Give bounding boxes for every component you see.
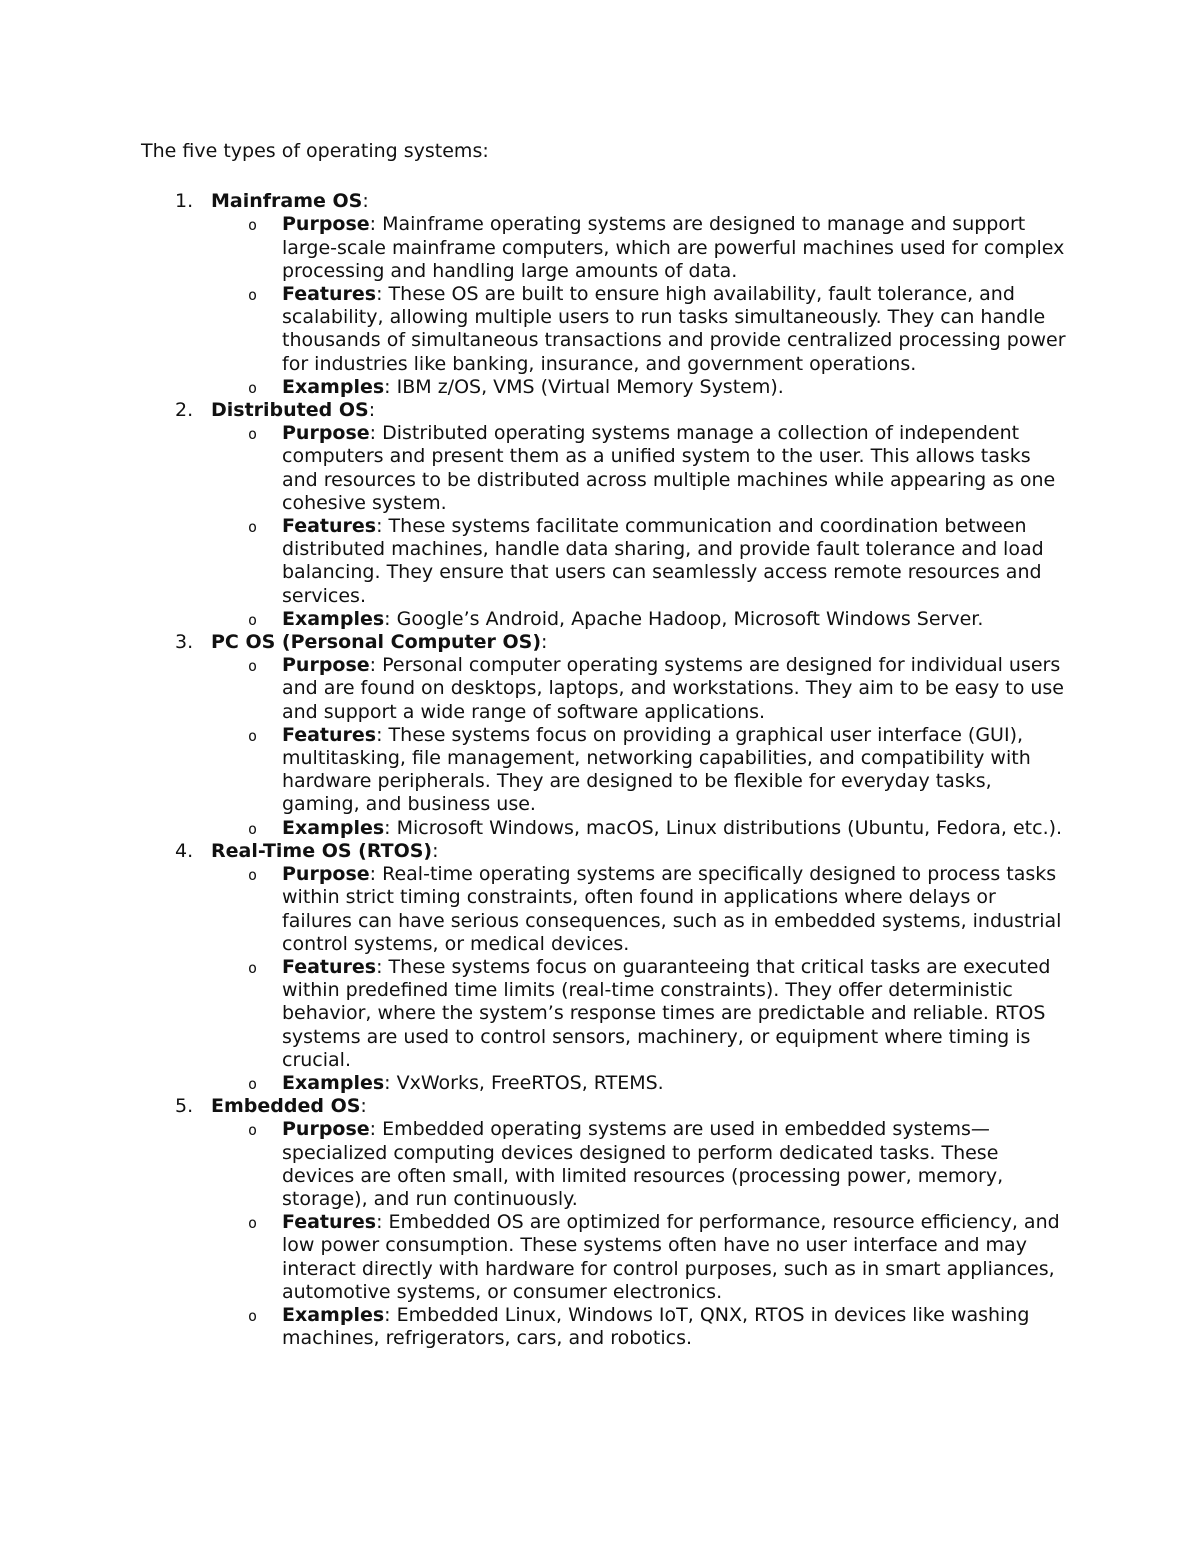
os-type-item bbox=[141, 840, 1071, 1095]
detail-item: o Examples: Microsoft Windows, macOS, Linux distributions (Ubuntu, Fedora, etc.). bbox=[211, 817, 1071, 840]
detail-item: o Examples: VxWorks, FreeRTOS, RTEMS. bbox=[211, 1072, 1071, 1095]
bullet-icon: o bbox=[248, 378, 258, 397]
os-type-title: Real-Time OS (RTOS) bbox=[211, 839, 433, 862]
detail-label: Purpose bbox=[282, 213, 370, 236]
detail-label: Purpose bbox=[282, 422, 370, 445]
detail-text: These systems focus on providing a graphical user interface (GUI), multitasking, file management, networking capabilities, and compatibility with hardware peripherals. They are designed to be flexible for everyday tasks, gaming, and business use. bbox=[282, 723, 1031, 816]
detail-text: Mainframe operating systems are designed to manage and support large-scale mainframe computers, which are powerful machines used for complex processing and handling large amounts of data. bbox=[282, 213, 1065, 282]
detail-item: o Features: These systems focus on guaranteeing that critical tasks are executed within predefined time limits (real-time constraints). They offer deterministic behavior, where the system’s response times are predictable and reliable. RTOS systems are used to control sensors, machinery, or equipment where timing is crucial. bbox=[248, 955, 1051, 1071]
detail-text: Embedded operating systems are used in embedded systems—specialized computing devices designed to perform dedicated tasks. These devices are often small, with limited resources (processing power, memory, storage), and run continuously. bbox=[282, 1118, 1004, 1210]
detail-item: o Examples: IBM z/OS, VMS (Virtual Memory System). bbox=[211, 376, 1071, 399]
os-types-list bbox=[141, 190, 1071, 1350]
detail-label: Purpose bbox=[282, 863, 370, 886]
detail-label: Examples bbox=[282, 1303, 385, 1326]
detail-text: Embedded OS are optimized for performance, resource efficiency, and low power consumption. These systems often have no user interface and may interact directly with hardware for control purposes, such as in smart appliances, automotive systems, or consumer electronics. bbox=[282, 1211, 1060, 1303]
detail-text: Microsoft Windows, macOS, Linux distributions (Ubuntu, Fedora, etc.). bbox=[396, 816, 1063, 839]
bullet-icon: o bbox=[248, 425, 258, 444]
colon: : bbox=[541, 631, 548, 654]
list-number: 5. bbox=[175, 1095, 194, 1118]
details-list bbox=[211, 422, 1071, 631]
bullet-icon: o bbox=[248, 1121, 258, 1140]
detail-label: Features bbox=[282, 1211, 377, 1234]
detail-text: Personal computer operating systems are designed for individual users and are found on desktops, laptops, and workstations. They aim to be easy to use and support a wide range of software applications. bbox=[282, 654, 1064, 723]
bullet-icon: o bbox=[248, 286, 258, 305]
detail-text: Google’s Android, Apache Hadoop, Microsoft Windows Server. bbox=[396, 607, 984, 630]
colon: : bbox=[432, 839, 439, 862]
detail-item: o Features: These systems focus on providing a graphical user interface (GUI), multitasking, file management, networking capabilities, and compatibility with hardware peripherals. They are designed to be flexible for everyday tasks, gaming, and business use. bbox=[248, 723, 1031, 816]
os-type-title: PC OS (Personal Computer OS) bbox=[211, 631, 542, 654]
detail-label: Examples bbox=[282, 1071, 385, 1094]
list-number: 4. bbox=[175, 839, 194, 862]
detail-item: o Features: These OS are built to ensure high availability, fault tolerance, and scalability, allowing multiple users to run tasks simultaneously. They can handle thousands of simultaneous transactions and provide centralized processing power for industries like banking, insurance, and government operations. bbox=[248, 283, 1066, 375]
list-number: 1. bbox=[175, 190, 194, 213]
os-type-title: Distributed OS bbox=[211, 399, 369, 422]
detail-label: Examples bbox=[282, 607, 385, 630]
detail-text: These systems facilitate communication and coordination between distributed machines, handle data sharing, and provide fault tolerance and load balancing. They ensure that users can seamlessly access remote resources and services. bbox=[282, 515, 1044, 607]
detail-label: Examples bbox=[282, 375, 385, 398]
bullet-icon: o bbox=[248, 819, 258, 838]
details-list bbox=[211, 213, 1071, 399]
detail-label: Features bbox=[282, 283, 377, 306]
bullet-icon: o bbox=[248, 518, 258, 537]
document-page bbox=[141, 140, 1071, 1350]
details-list bbox=[211, 1118, 1071, 1350]
detail-item: o Purpose: Distributed operating systems manage a collection of independent computers and present them as a unified system to the user. This allows tasks and resources to be distributed across multiple machines while appearing as one cohesive system. bbox=[248, 422, 1056, 514]
os-type-title: Embedded OS bbox=[211, 1095, 361, 1118]
bullet-icon: o bbox=[248, 610, 258, 629]
detail-label: Purpose bbox=[282, 654, 370, 677]
colon: : bbox=[362, 190, 369, 213]
detail-label: Examples bbox=[282, 816, 385, 839]
detail-text: Distributed operating systems manage a collection of independent computers and present them as a unified system to the user. This allows tasks and resources to be distributed across multiple machines while appearing as one cohesive system. bbox=[282, 422, 1056, 514]
list-number: 2. bbox=[175, 399, 194, 422]
detail-item: o Examples: Google’s Android, Apache Hadoop, Microsoft Windows Server. bbox=[211, 608, 1071, 631]
intro-text: The five types of operating systems: bbox=[141, 140, 489, 162]
detail-text: These systems focus on guaranteeing that critical tasks are executed within predefined time limits (real-time constraints). They offer deterministic behavior, where the system’s response times are predictable and reliable. RTOS systems are used to control sensors, machinery, or equipment where timing is crucial. bbox=[282, 955, 1051, 1071]
bullet-icon: o bbox=[248, 726, 258, 745]
os-type-item bbox=[141, 399, 1071, 631]
bullet-icon: o bbox=[248, 1074, 258, 1093]
os-type-item bbox=[141, 190, 1071, 399]
detail-text: Real-time operating systems are specifically designed to process tasks within strict timing constraints, often found in applications where delays or failures can have serious consequences, such as in embedded systems, industrial control systems, or medical devices. bbox=[282, 863, 1062, 955]
detail-text: Embedded Linux, Windows IoT, QNX, RTOS in devices like washing machines, refrigerators, cars, and robotics. bbox=[282, 1303, 1030, 1350]
detail-label: Features bbox=[282, 515, 377, 538]
os-type-item bbox=[141, 1095, 1071, 1350]
colon: : bbox=[360, 1095, 367, 1118]
detail-text: IBM z/OS, VMS (Virtual Memory System). bbox=[396, 375, 784, 398]
bullet-icon: o bbox=[248, 1306, 258, 1325]
bullet-icon: o bbox=[248, 866, 258, 885]
detail-item: o Purpose: Personal computer operating systems are designed for individual users and are found on desktops, laptops, and workstations. They aim to be easy to use and support a wide range of software applications. bbox=[248, 654, 1064, 723]
details-list bbox=[211, 863, 1071, 1095]
bullet-icon: o bbox=[248, 958, 258, 977]
detail-item: o Examples: Embedded Linux, Windows IoT, QNX, RTOS in devices like washing machines, refrigerators, cars, and robotics. bbox=[248, 1303, 1030, 1350]
detail-text: These OS are built to ensure high availability, fault tolerance, and scalability, allowing multiple users to run tasks simultaneously. They can handle thousands of simultaneous transactions and provide centralized processing power for industries like banking, insurance, and government operations. bbox=[282, 283, 1066, 375]
bullet-icon: o bbox=[248, 1214, 258, 1233]
detail-label: Purpose bbox=[282, 1118, 370, 1141]
detail-text: VxWorks, FreeRTOS, RTEMS. bbox=[396, 1071, 664, 1094]
detail-item: o Purpose: Mainframe operating systems are designed to manage and support large-scale mainframe computers, which are powerful machines used for complex processing and handling large amounts of data. bbox=[248, 213, 1065, 282]
detail-item: o Purpose: Real-time operating systems are specifically designed to process tasks within strict timing constraints, often found in applications where delays or failures can have serious consequences, such as in embedded systems, industrial control systems, or medical devices. bbox=[248, 863, 1062, 955]
detail-item: o Purpose: Embedded operating systems are used in embedded systems—specialized computing devices designed to perform dedicated tasks. These devices are often small, with limited resources (processing power, memory, storage), and run continuously. bbox=[248, 1118, 1004, 1210]
detail-label: Features bbox=[282, 955, 377, 978]
detail-label: Features bbox=[282, 723, 377, 746]
details-list bbox=[211, 654, 1071, 840]
bullet-icon: o bbox=[248, 657, 258, 676]
detail-item: o Features: These systems facilitate communication and coordination between distributed machines, handle data sharing, and provide fault tolerance and load balancing. They ensure that users can seamlessly access remote resources and services. bbox=[248, 515, 1044, 607]
detail-item: o Features: Embedded OS are optimized for performance, resource efficiency, and low power consumption. These systems often have no user interface and may interact directly with hardware for control purposes, such as in smart appliances, automotive systems, or consumer electronics. bbox=[248, 1211, 1060, 1303]
colon: : bbox=[368, 399, 376, 422]
os-type-item bbox=[141, 631, 1071, 840]
list-number: 3. bbox=[175, 631, 194, 654]
os-type-title: Mainframe OS bbox=[211, 190, 363, 213]
bullet-icon: o bbox=[248, 216, 258, 235]
